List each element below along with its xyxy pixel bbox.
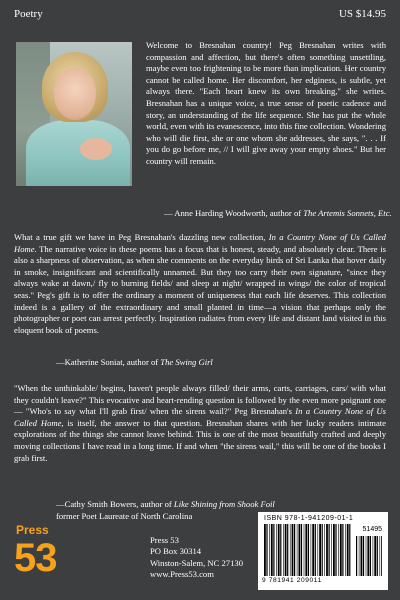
barcode-addon-bars xyxy=(356,536,382,576)
blurb-soniat: What a true gift we have in Peg Bresnahan's dazzling new collection, In a Country None of Us Called Home. The narrative voice in these poems has a focus that is honest, steady, and absolutely clear. There is also a sharpness of observation, as when she comments on the everyday birds of Sri Lanka that hover daily in smoke, insignificant and scientifically unnamed. But they too carry their own signature, "since they always wake at dawn,/ fly to burning fields/ and sleep at night/ wrapped in wings/ the color of tropical seas." Peg's gift is to offer the ordinary a moment of uniqueness that each life deserves. This collection indeed is a gallery of the extraordinary and small planted in time—a vision that perhaps only the photographer or poet can arrest perfectly. Inspiration radiates from every life and distant land visited in this eloquent book of poems. xyxy=(14,232,386,335)
barcode-stripe xyxy=(278,524,280,576)
barcode-stripe xyxy=(271,524,273,576)
barcode xyxy=(258,512,388,590)
barcode-stripe xyxy=(292,524,294,576)
book-title: In a Country None of Us Called Home xyxy=(14,406,386,428)
barcode-stripe xyxy=(287,524,288,576)
barcode-stripe xyxy=(340,524,342,576)
barcode-stripe xyxy=(367,536,369,576)
barcode-stripe xyxy=(380,536,381,576)
barcode-stripe xyxy=(342,524,343,576)
barcode-stripe xyxy=(356,536,357,576)
barcode-stripe xyxy=(269,524,270,576)
publisher-website: www.Press53.com xyxy=(150,569,214,580)
barcode-stripe xyxy=(304,524,305,576)
logo-number: 53 xyxy=(14,536,57,580)
publisher-city: Winston-Salem, NC 27130 xyxy=(150,557,243,568)
barcode-stripe xyxy=(377,536,378,576)
barcode-stripe xyxy=(345,524,346,576)
barcode-stripe xyxy=(347,524,349,576)
barcode-stripe xyxy=(373,536,374,576)
barcode-stripe xyxy=(338,524,339,576)
attribution-soniat: —Katherine Soniat, author of The Swing Girl xyxy=(56,357,213,367)
barcode-stripe xyxy=(319,524,321,576)
attribution-woodworth: — Anne Harding Woodworth, author of The Artemis Sonnets, Etc. xyxy=(164,208,392,218)
barcode-bars xyxy=(264,524,352,576)
barcode-stripe xyxy=(311,524,312,576)
barcode-stripe xyxy=(361,536,363,576)
attribution-bowers: —Cathy Smith Bowers, author of Like Shining from Shook Foil xyxy=(56,499,275,509)
blurb-bowers: "When the unthinkable/ begins, haven't people always filled/ their arms, carts, carriages, cars/ with what they couldn't leave?" This evocative and heart-rending question is followed by the even more poignant one— "Who's to say what I'll grab first/ when the sirens wail?" Peg Bresnahan's In a Country None of Us Called Home, is itself, the answer to that question. Bresnahan shares with her lucky readers intimate explorations of the things she cannot leave behind. This is one of the most beautifully crafted and deeply moving collections I have read in a long time. If and when "the sirens wail," this will be one of the books I grab first. xyxy=(14,383,386,463)
barcode-stripe xyxy=(324,524,325,576)
publisher-logo xyxy=(14,524,60,584)
barcode-stripe xyxy=(266,524,267,576)
barcode-stripe xyxy=(290,524,291,576)
barcode-stripe xyxy=(299,524,301,576)
barcode-stripe xyxy=(312,524,314,576)
book-title: In a Country None of Us Called Home xyxy=(14,232,386,254)
barcode-stripe xyxy=(315,524,316,576)
publisher-address xyxy=(150,535,250,581)
barcode-stripe xyxy=(329,524,330,576)
logo-word: Press xyxy=(16,523,49,537)
barcode-stripe xyxy=(335,524,336,576)
barcode-stripe xyxy=(318,524,319,576)
barcode-stripe xyxy=(305,524,307,576)
barcode-stripe xyxy=(366,536,367,576)
publisher-po-box: PO Box 30314 xyxy=(150,546,202,557)
blurb-woodworth-text: Welcome to Bresnahan country! Peg Bresnahan writes with compassion and affection, but there's often something unsettling, maybe even too frightening to be more than implication. Her country cannot be called home. Her discomfort, her edginess, is subtle, yet always there. "Each heart knew its own breaking," she writes. Bresnahan has a unique voice, a true sense of poetic cadence and story, an understanding of the life sequence. She has put the whole world, even with its evanescence, into this fine collection. Wondering who will die first, she or one whom she addresses, she says, ". . . If you do go before me, // I will give away your empty shoes." But her country will remain. xyxy=(146,40,386,166)
barcode-stripe xyxy=(301,524,302,576)
barcode-stripe xyxy=(359,536,360,576)
price-code: 51495 xyxy=(362,526,382,533)
barcode-digits: 9 781941 209011 xyxy=(262,577,322,584)
barcode-stripe xyxy=(331,524,332,576)
isbn-label: ISBN 978-1-941209-01-1 xyxy=(264,515,354,522)
publisher-name: Press 53 xyxy=(150,535,179,545)
attribution-book-title: The Swing Girl xyxy=(160,357,213,367)
barcode-stripe xyxy=(280,524,281,576)
barcode-stripe xyxy=(326,524,328,576)
barcode-stripe xyxy=(273,524,274,576)
barcode-stripe xyxy=(370,536,371,576)
barcode-stripe xyxy=(308,524,309,576)
barcode-stripe xyxy=(297,524,298,576)
barcode-stripe xyxy=(381,536,382,576)
barcode-stripe xyxy=(349,524,350,576)
barcode-stripe xyxy=(322,524,323,576)
barcode-stripe xyxy=(285,524,287,576)
attribution-book-title: The Artemis Sonnets, Etc. xyxy=(303,208,392,218)
barcode-stripe xyxy=(333,524,335,576)
barcode-stripe xyxy=(374,536,376,576)
attribution-bowers-title: former Poet Laureate of North Carolina xyxy=(56,511,193,521)
barcode-stripe xyxy=(264,524,266,576)
author-photo xyxy=(16,42,132,186)
genre-label: Poetry xyxy=(14,8,43,20)
attribution-book-title: Like Shining from Shook Foil xyxy=(173,499,275,509)
barcode-stripe xyxy=(294,524,295,576)
barcode-stripe xyxy=(276,524,277,576)
price-label: US $14.95 xyxy=(338,8,386,20)
barcode-stripe xyxy=(363,536,364,576)
barcode-stripe xyxy=(283,524,284,576)
blurb-woodworth xyxy=(146,40,386,168)
